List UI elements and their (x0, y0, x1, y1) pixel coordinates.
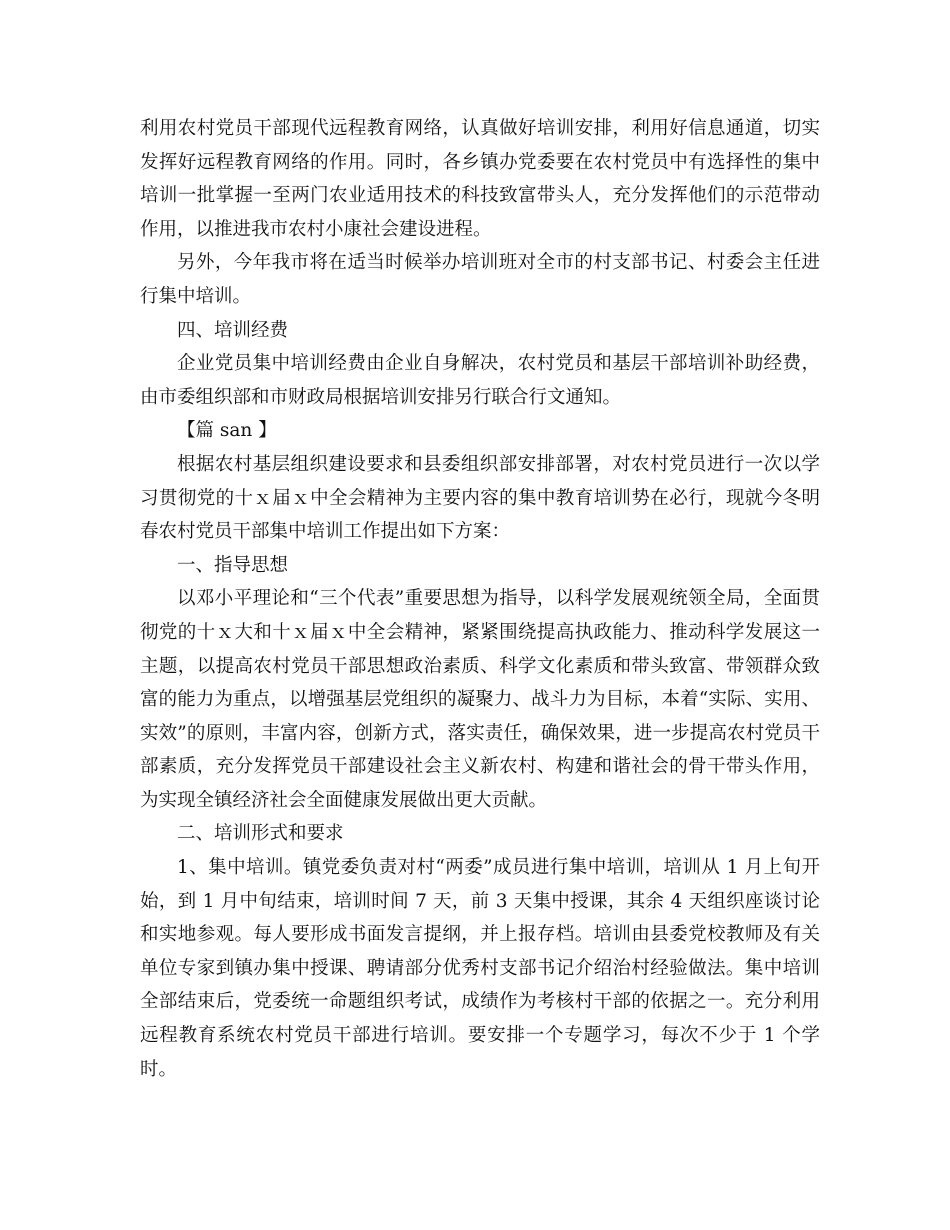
section-heading-training-form: 二、培训形式和要求 (177, 823, 344, 845)
section-heading-guiding-ideology: 一、指导思想 (177, 554, 289, 576)
section-heading-training-funds: 四、培训经费 (177, 319, 289, 341)
paragraph-guiding-ideology: 以邓小平理论和“三个代表”重要思想为指导，以科学发展观统领全局，全面贯彻党的十ｘ大和十ｘ届ｘ中全会精神，紧紧围绕提高执政能力、推动科学发展这一主题，以提高农村党员干部思想政治素质、科学文化素质和带头致富、带领群众致富的能力为重点，以增强基层党组织的凝聚力、战斗力为目标，本着“实际、实用、实效”的原则，丰富内容，创新方式，落实责任，确保效果，进一步提高农村党员干部素质，充分发挥党员干部建设社会主义新农村、构建和谐社会的骨干带头作用，为实现全镇经济社会全面健康发展做出更大贡献。 (140, 588, 820, 811)
paragraph-centralized-training: 1、集中培训。镇党委负责对村“两委”成员进行集中培训，培训从 1 月上旬开始，到 1 月中旬结束，培训时间 7 天，前 3 天集中授课，其余 4 天组织座谈讨论和实地参观。每人要形成书面发言提纲，并上报存档。培训由县委党校教师及有关单位专家到镇办集中授课、聘请部分优秀村支部书记介绍治村经验做法。集中培训全部结束后，党委统一命题组织考试，成绩作为考核村干部的依据之一。充分利用远程教育系统农村党员干部进行培训。要安排一个专题学习，每次不少于 1 个学时。 (140, 857, 820, 1080)
chapter-marker: 【篇 san 】 (177, 420, 277, 442)
document-body (140, 112, 820, 1086)
paragraph-additional-training: 另外，今年我市将在适当时候举办培训班对全市的村支部书记、村委会主任进行集中培训。 (140, 252, 820, 307)
paragraph-intro: 根据农村基层组织建设要求和县委组织部安排部署，对农村党员进行一次以学习贯彻党的十ｘ届ｘ中全会精神为主要内容的集中教育培训势在必行，现就今冬明春农村党员干部集中培训工作提出如下方案： (140, 453, 820, 543)
paragraph-continuation: 利用农村党员干部现代远程教育网络，认真做好培训安排，利用好信息通道，切实发挥好远程教育网络的作用。同时，各乡镇办党委要在农村党员中有选择性的集中培训一批掌握一至两门农业适用技术的科技致富带头人，充分发挥他们的示范带动作用，以推进我市农村小康社会建设进程。 (140, 118, 820, 240)
paragraph-training-funds: 企业党员集中培训经费由企业自身解决，农村党员和基层干部培训补助经费，由市委组织部和市财政局根据培训安排另行联合行文通知。 (140, 353, 820, 408)
